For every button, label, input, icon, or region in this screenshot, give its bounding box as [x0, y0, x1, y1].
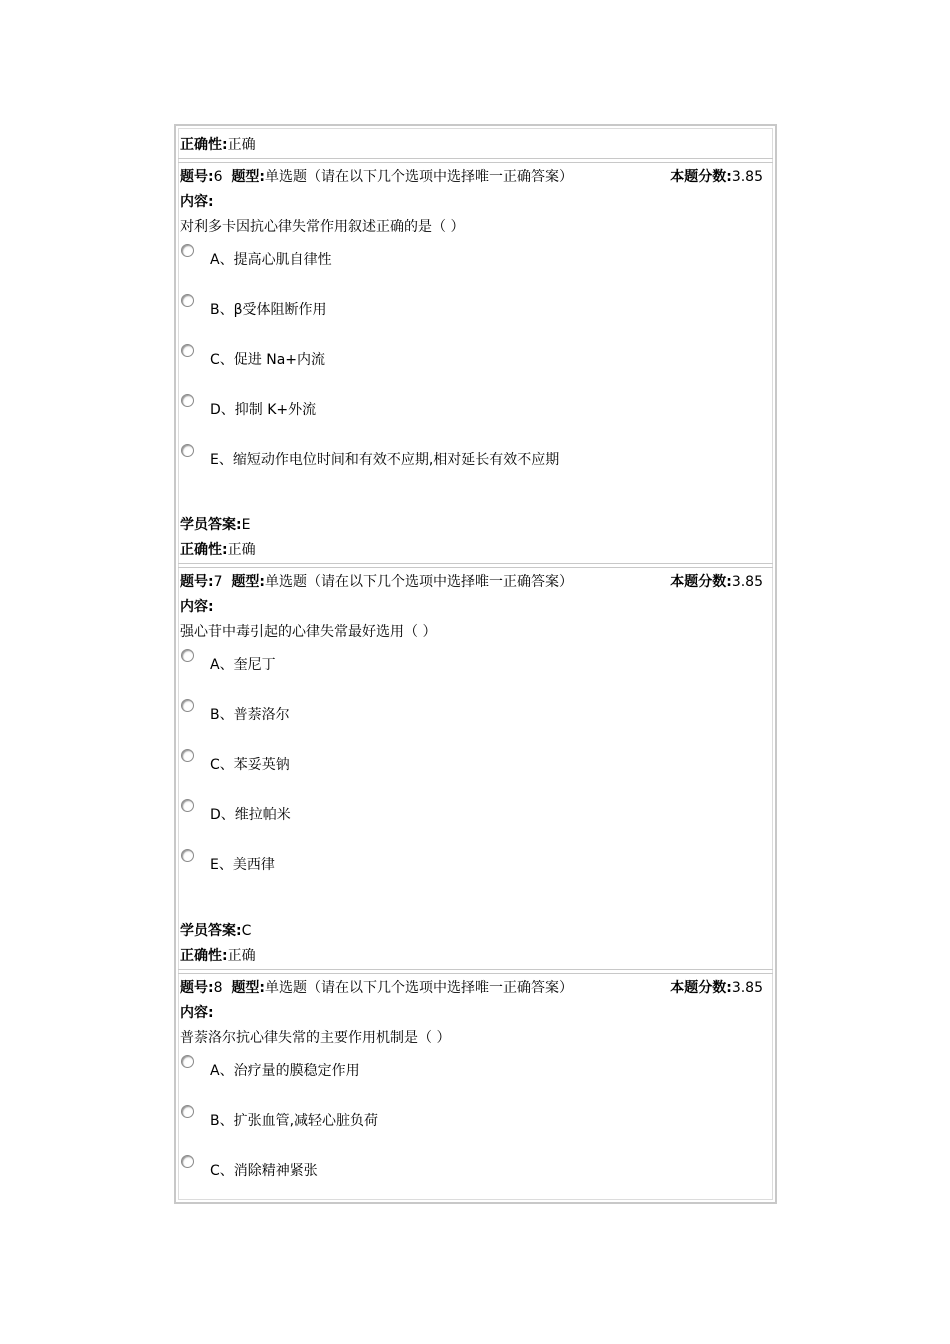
- score-value: 3.85: [731, 169, 763, 185]
- question-score: [670, 168, 763, 186]
- option-e-label: E、缩短动作电位时间和有效不应期,相对延长有效不应期: [210, 452, 560, 468]
- option-d-label: D、维拉帕米: [210, 807, 291, 823]
- option-d-label: D、抑制 K+外流: [210, 402, 317, 418]
- question-text: 强心苷中毒引起的心律失常最好选用（ ）: [180, 624, 437, 640]
- option-a-radio[interactable]: [181, 649, 194, 662]
- student-answer-line: [180, 922, 251, 940]
- content-label: 内容:: [180, 1005, 214, 1021]
- number-label: 题号:: [180, 169, 214, 185]
- content-label: 内容:: [180, 194, 214, 210]
- correctness-label: 正确性:: [180, 137, 228, 153]
- answer-label: 学员答案:: [180, 923, 242, 939]
- option-b-radio[interactable]: [181, 1105, 194, 1118]
- question-number: 8: [213, 980, 223, 996]
- score-label: 本题分数:: [670, 574, 732, 590]
- correctness-label: 正确性:: [180, 948, 228, 964]
- option-a-label: A、治疗量的膜稳定作用: [210, 1063, 360, 1079]
- question-header: [180, 168, 573, 186]
- answer-label: 学员答案:: [180, 517, 242, 533]
- score-value: 3.85: [731, 980, 763, 996]
- question-number: 6: [213, 169, 223, 185]
- question-number: 7: [213, 574, 223, 590]
- option-a-radio[interactable]: [181, 244, 194, 257]
- type-label: 题型:: [231, 574, 266, 590]
- top-correctness-line: [180, 136, 256, 154]
- question-header: [180, 573, 573, 591]
- option-b-label: B、β受体阻断作用: [210, 302, 327, 318]
- option-c-radio[interactable]: [181, 749, 194, 762]
- option-c-radio[interactable]: [181, 1155, 194, 1168]
- option-e-label: E、美西律: [210, 857, 275, 873]
- correctness-value: 正确: [227, 137, 256, 153]
- question-type: 单选题（请在以下几个选项中选择唯一正确答案）: [265, 574, 574, 590]
- number-label: 题号:: [180, 980, 214, 996]
- option-a-label: A、提高心肌自律性: [210, 252, 332, 268]
- divider: [178, 969, 773, 974]
- score-value: 3.85: [731, 574, 763, 590]
- answer-value: E: [241, 517, 251, 533]
- correctness-line: [180, 541, 256, 559]
- option-c-label: C、促进 Na+内流: [210, 352, 326, 368]
- question-score: [670, 979, 763, 997]
- correctness-line: [180, 947, 256, 965]
- divider: [178, 158, 773, 163]
- option-c-label: C、苯妥英钠: [210, 757, 290, 773]
- question-text: 普萘洛尔抗心律失常的主要作用机制是（ ）: [180, 1030, 451, 1046]
- correctness-value: 正确: [227, 542, 256, 558]
- answer-value: C: [241, 923, 252, 939]
- question-type: 单选题（请在以下几个选项中选择唯一正确答案）: [265, 169, 574, 185]
- option-e-radio[interactable]: [181, 849, 194, 862]
- question-text: 对利多卡因抗心律失常作用叙述正确的是（ ）: [180, 219, 465, 235]
- option-c-radio[interactable]: [181, 344, 194, 357]
- student-answer-line: [180, 516, 250, 534]
- question-header: [180, 979, 573, 997]
- exam-results-panel: [174, 124, 777, 1204]
- question-type: 单选题（请在以下几个选项中选择唯一正确答案）: [265, 980, 574, 996]
- type-label: 题型:: [231, 169, 266, 185]
- option-e-radio[interactable]: [181, 444, 194, 457]
- question-score: [670, 573, 763, 591]
- correctness-label: 正确性:: [180, 542, 228, 558]
- content-label: 内容:: [180, 599, 214, 615]
- option-d-radio[interactable]: [181, 394, 194, 407]
- number-label: 题号:: [180, 574, 214, 590]
- type-label: 题型:: [231, 980, 266, 996]
- score-label: 本题分数:: [670, 980, 732, 996]
- option-b-radio[interactable]: [181, 294, 194, 307]
- option-d-radio[interactable]: [181, 799, 194, 812]
- option-b-label: B、普萘洛尔: [210, 707, 290, 723]
- divider: [178, 563, 773, 568]
- option-c-label: C、消除精神紧张: [210, 1163, 318, 1179]
- option-a-label: A、奎尼丁: [210, 657, 276, 673]
- option-a-radio[interactable]: [181, 1055, 194, 1068]
- score-label: 本题分数:: [670, 169, 732, 185]
- option-b-radio[interactable]: [181, 699, 194, 712]
- correctness-value: 正确: [227, 948, 256, 964]
- option-b-label: B、扩张血管,减轻心脏负荷: [210, 1113, 379, 1129]
